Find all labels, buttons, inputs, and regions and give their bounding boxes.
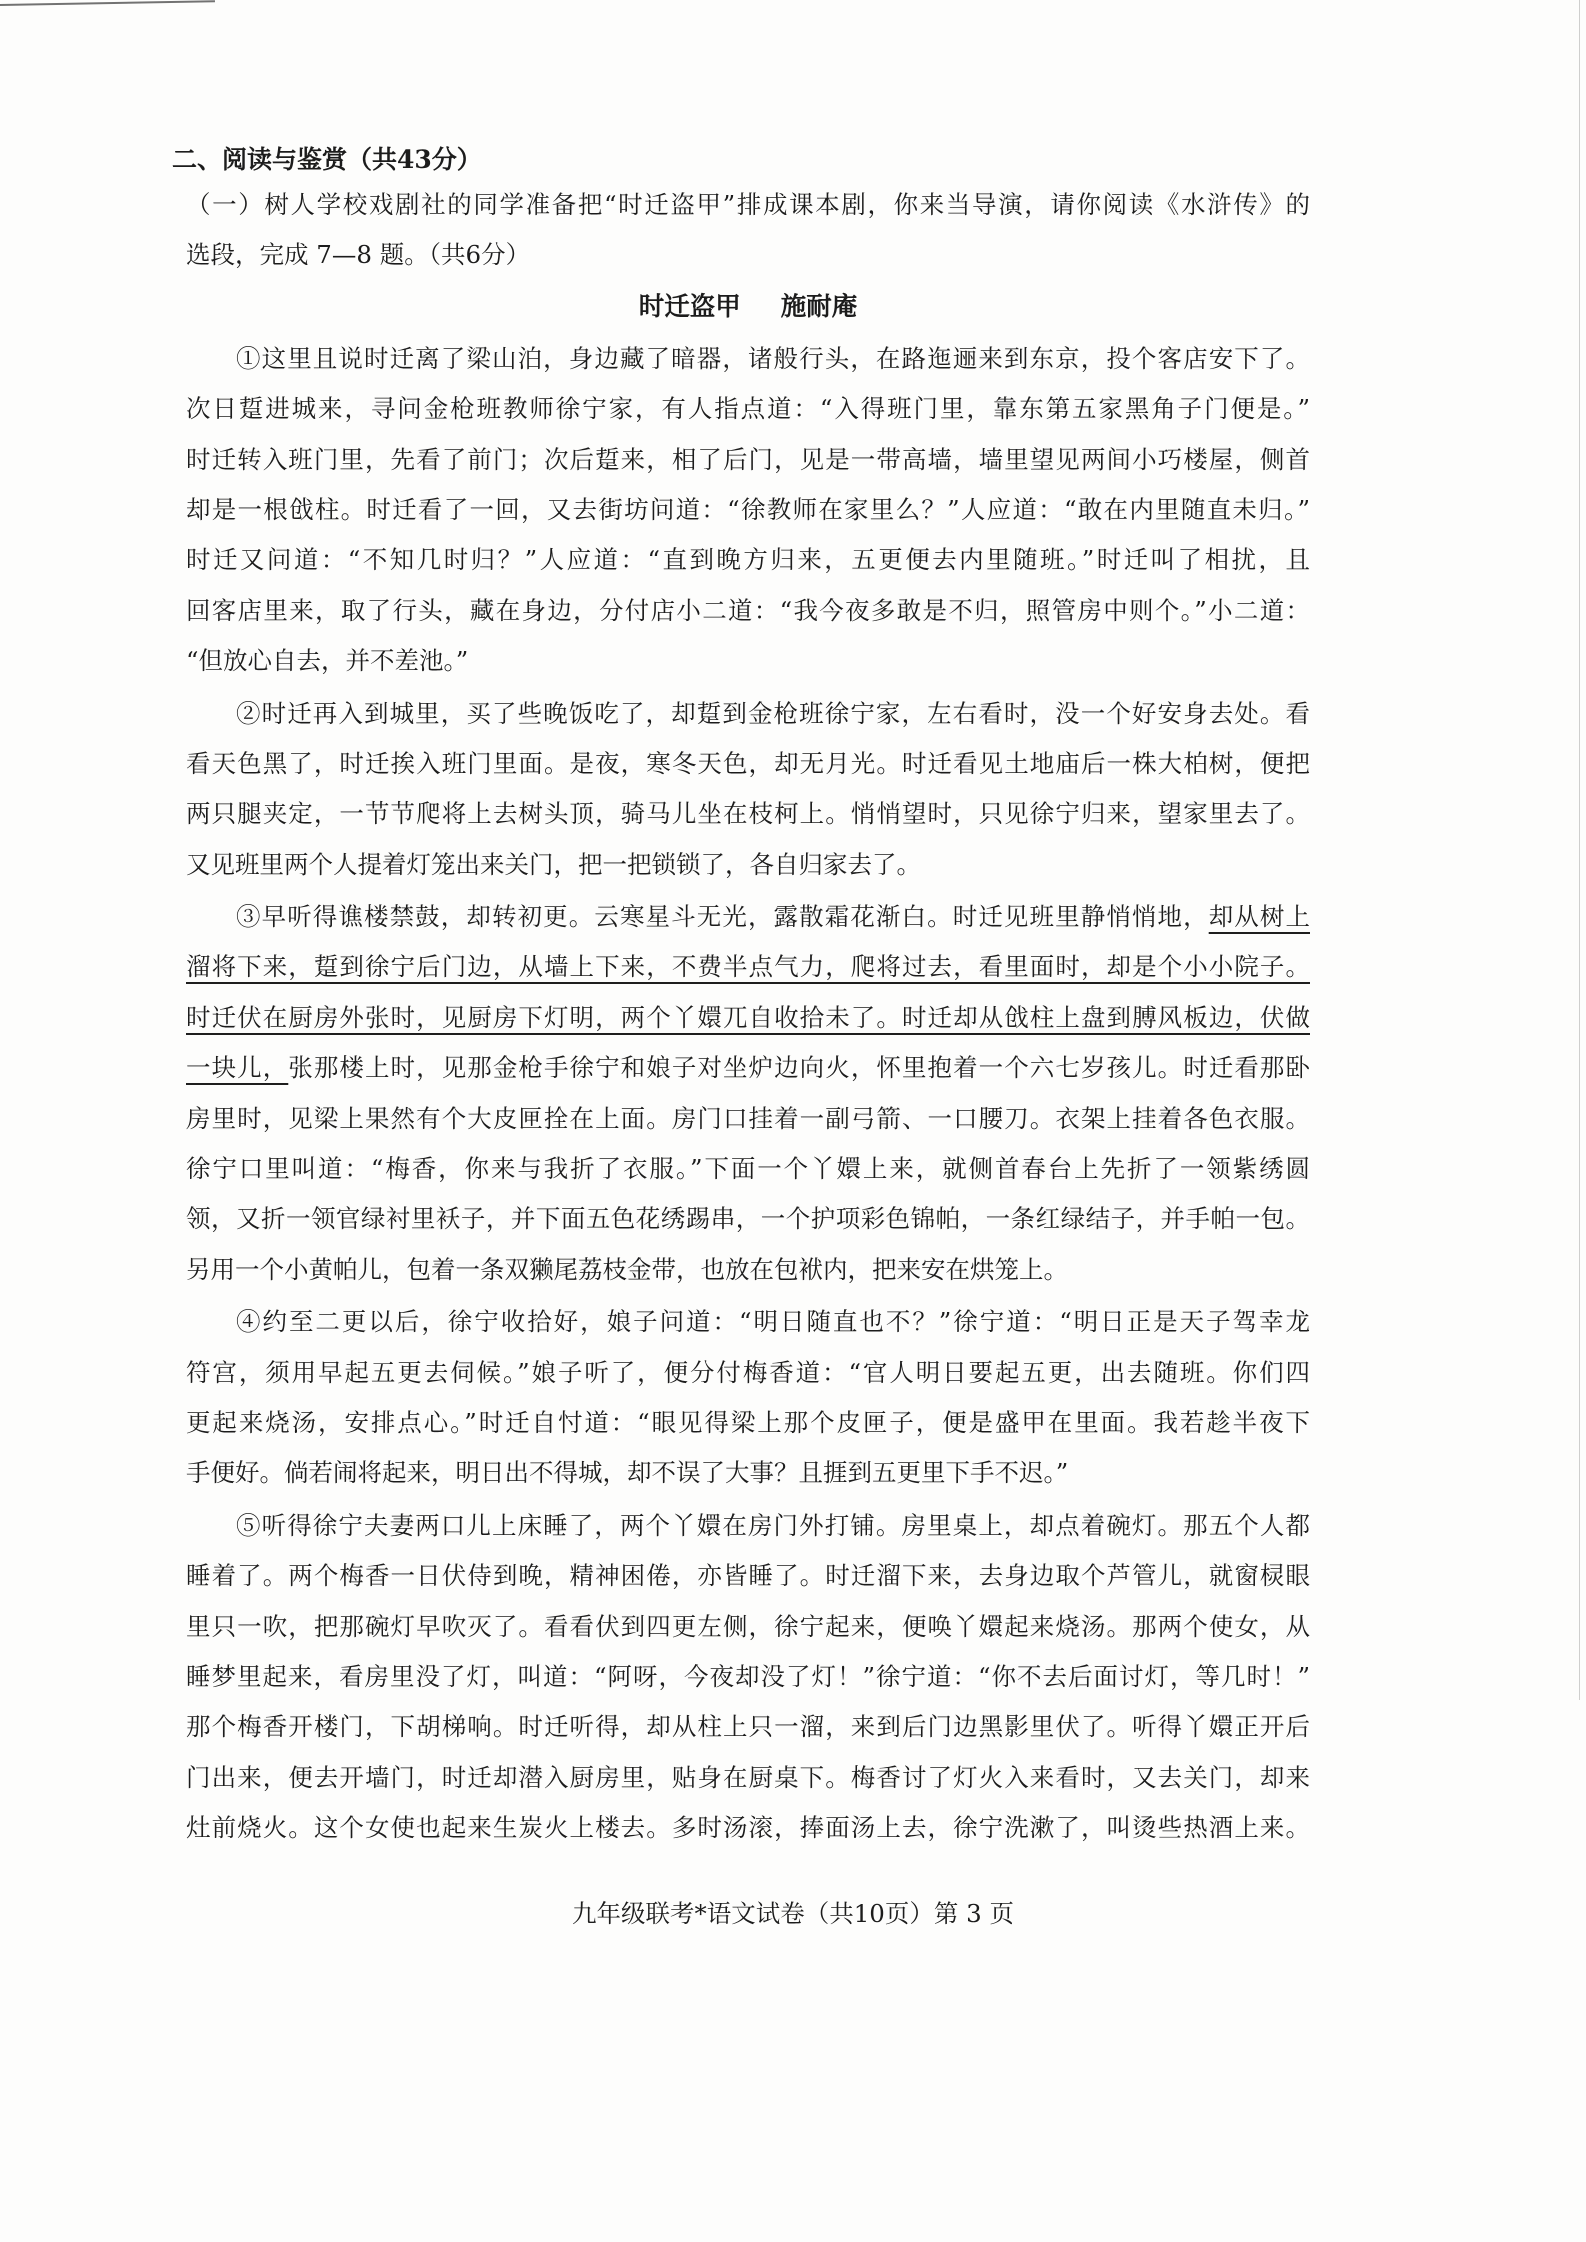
passage-line-text: 次日踅进城来，寻问金枪班教师徐宁家，有人指点道：“入得班门里，靠东第五家黑角子门便是。” — [186, 394, 1310, 424]
passage-line — [186, 1144, 1310, 1194]
passage-line-text: 看天色黑了，时迁挨入班门里面。是夜，寒冬天色，却无月光。时迁看见土地庙后一株大柏树，便把 — [186, 748, 1310, 778]
passage-line — [186, 435, 1310, 485]
underlined-text: 却从树上 — [1208, 902, 1310, 932]
passage-line-text: 时迁转入班门里，先看了前门；次后踅来，相了后门，见是一带高墙，墙里望见两间小巧楼屋，侧首 — [186, 444, 1310, 474]
passage-line-text: 又见班里两个人提着灯笼出来关门，把一把锁锁了，各自归家去了。 — [186, 849, 921, 879]
passage-line — [186, 942, 1310, 992]
passage-line-text: 符宫，须用早起五更去伺候。”娘子听了，便分付梅香道：“官人明日要起五更，出去随班。你们四 — [186, 1357, 1310, 1387]
passage-line — [186, 1753, 1310, 1803]
passage-line — [186, 892, 1310, 942]
passage-line — [186, 840, 1310, 890]
passage-line — [186, 739, 1310, 789]
passage-title: 时迁盗甲 — [638, 292, 741, 322]
passage-line — [186, 334, 1310, 384]
passage-line — [186, 1652, 1310, 1702]
passage-body — [186, 334, 1310, 1854]
passage-line — [186, 586, 1310, 636]
passage-line-text — [186, 952, 1310, 981]
passage-line-text — [186, 1003, 1310, 1032]
passage-line — [186, 535, 1310, 585]
passage-line — [186, 1094, 1310, 1144]
passage-line — [186, 1448, 1310, 1498]
underlined-text: 时迁伏在厨房外张时，见厨房下灯明，两个丫嬛兀自收拾未了。时迁却从戗柱上盘到膊风板边，伏做 — [186, 1002, 1310, 1032]
passage-line — [186, 384, 1310, 434]
passage-line-text: 领，又折一领官绿衬里袄子，并下面五色花绣踢串，一个护项彩色锦帕，一条红绿结子，并手帕一包。 — [186, 1204, 1310, 1234]
paragraph-3 — [186, 892, 1310, 1295]
paragraph-1 — [186, 334, 1310, 687]
passage-line — [186, 485, 1310, 535]
intro-line — [186, 180, 1310, 230]
passage-line-text: ①这里且说时迁离了梁山泊，身边藏了暗器，诸般行头，在路迤逦来到东京，投个客店安下了。 — [236, 343, 1310, 373]
text-segment: 张那楼上时，见那金枪手徐宁和娘子对坐炉边向火，怀里抱着一个六七岁孩儿。时迁看那卧 — [288, 1053, 1310, 1083]
passage-line — [186, 1194, 1310, 1244]
passage-title-row — [186, 282, 1310, 332]
intro-line-text: （一）树人学校戏剧社的同学准备把“时迁盗甲”排成课本剧，你来当导演，请你阅读《水浒传》的 — [186, 190, 1310, 219]
paragraph-5 — [186, 1501, 1310, 1854]
passage-line-text: ②时迁再入到城里，买了些晚饭吃了，却踅到金枪班徐宁家，左右看时，没一个好安身去处。看 — [236, 698, 1310, 728]
passage-line-text: 睡着了。两个梅香一日伏侍到晚，精神困倦，亦皆睡了。时迁溜下来，去身边取个芦管儿，就窗棂眼 — [186, 1561, 1310, 1591]
passage-line-text: “但放心自去，并不差池。” — [186, 646, 469, 676]
passage-line-text: 手便好。倘若闹将起来，明日出不得城，却不误了大事？且捱到五更里下手不迟。” — [186, 1458, 1069, 1488]
passage-line — [186, 1501, 1310, 1551]
passage-line — [186, 1551, 1310, 1601]
passage-line — [186, 1803, 1310, 1853]
passage-line-text: 回客店里来，取了行头，藏在身边，分付店小二道：“我今夜多敢是不归，照管房中则个。”小二道： — [186, 595, 1310, 625]
passage-line-text: 徐宁口里叫道：“梅香，你来与我折了衣服。”下面一个丫嬛上来，就侧首春台上先折了一领紫绣圆 — [186, 1154, 1310, 1184]
passage-line — [186, 689, 1310, 739]
passage-line-text — [186, 1053, 1310, 1082]
section-heading: 二、阅读与鉴赏（共43分） — [172, 145, 482, 174]
passage-line-text: 门出来，便去开墙门，时迁却潜入厨房里，贴身在厨桌下。梅香讨了灯火入来看时，又去关门，却来 — [186, 1762, 1310, 1792]
passage-line-text: 更起来烧汤，安排点心。”时迁自忖道：“眼见得梁上那个皮匣子，便是盛甲在里面。我若趁半夜下 — [186, 1408, 1310, 1437]
passage-line — [186, 993, 1310, 1043]
passage-line — [186, 1398, 1310, 1448]
text-segment: ③早听得谯楼禁鼓，却转初更。云寒星斗无光，露散霜花渐白。时迁见班里静悄悄地， — [236, 902, 1209, 932]
passage-line-text — [236, 902, 1310, 931]
passage-line — [186, 1245, 1310, 1295]
underlined-text: 溜将下来，踅到徐宁后门边，从墙上下来，不费半点气力，爬将过去，看里面时，却是个小小院子。 — [186, 952, 1310, 982]
passage-line — [186, 1348, 1310, 1398]
scan-edge-top — [0, 0, 215, 6]
passage-author: 施耐庵 — [780, 292, 858, 322]
passage-line-text: 时迁又问道：“不知几时归？”人应道：“直到晚方归来，五更便去内里随班。”时迁叫了相扰，且 — [186, 545, 1310, 575]
passage-line-text: 里只一吹，把那碗灯早吹灭了。看看伏到四更左侧，徐宁起来，便唤丫嬛起来烧汤。那两个使女，从 — [186, 1611, 1310, 1641]
paragraph-4 — [186, 1297, 1310, 1499]
passage-line — [186, 1602, 1310, 1652]
intro-line-text: 选段，完成 7—8 题。（共6分） — [186, 240, 531, 270]
passage-line-text: ④约至二更以后，徐宁收拾好，娘子问道：“明日随直也不？”徐宁道：“明日正是天子驾幸龙 — [236, 1307, 1310, 1337]
passage-line — [186, 1702, 1310, 1752]
passage-line-text: 灶前烧火。这个女使也起来生炭火上楼去。多时汤滚，捧面汤上去，徐宁洗漱了，叫烫些热酒上来。 — [186, 1813, 1310, 1843]
passage-line-text: ⑤听得徐宁夫妻两口儿上床睡了，两个丫嬛在房门外打铺。房里桌上，却点着碗灯。那五个人都 — [236, 1510, 1310, 1540]
passage-line-text: 那个梅香开楼门，下胡梯响。时迁听得，却从柱上只一溜，来到后门边黑影里伏了。听得丫嬛正开后 — [186, 1712, 1310, 1742]
scan-edge-right — [1579, 0, 1580, 1700]
passage-line-text: 两只腿夹定，一节节爬将上去树头顶，骑马儿坐在枝柯上。悄悄望时，只见徐宁归来，望家里去了。 — [186, 799, 1310, 829]
intro-line — [186, 230, 1310, 280]
passage-line — [186, 1297, 1310, 1347]
passage-line — [186, 789, 1310, 839]
question-intro — [186, 180, 1310, 281]
passage-line — [186, 1043, 1310, 1093]
passage-line-text: 却是一根戗柱。时迁看了一回，又去街坊问道：“徐教师在家里么？”人应道：“敢在内里随直未归。” — [186, 494, 1310, 524]
paragraph-2 — [186, 689, 1310, 891]
passage-line-text: 睡梦里起来，看房里没了灯，叫道：“阿呀，今夜却没了灯！”徐宁道：“你不去后面讨灯，等几时！” — [186, 1661, 1310, 1691]
passage-line-text: 房里时，见梁上果然有个大皮匣拴在上面。房门口挂着一副弓箭、一口腰刀。衣架上挂着各色衣服。 — [186, 1103, 1310, 1133]
page-footer: 九年级联考*语文试卷（共10页）第 3 页 — [571, 1899, 1015, 1928]
passage-line-text: 另用一个小黄帕儿，包着一条双獭尾荔枝金带，也放在包袱内，把来安在烘笼上。 — [186, 1254, 1068, 1284]
underlined-text: 一块儿， — [186, 1053, 289, 1083]
passage-line — [186, 636, 1310, 686]
